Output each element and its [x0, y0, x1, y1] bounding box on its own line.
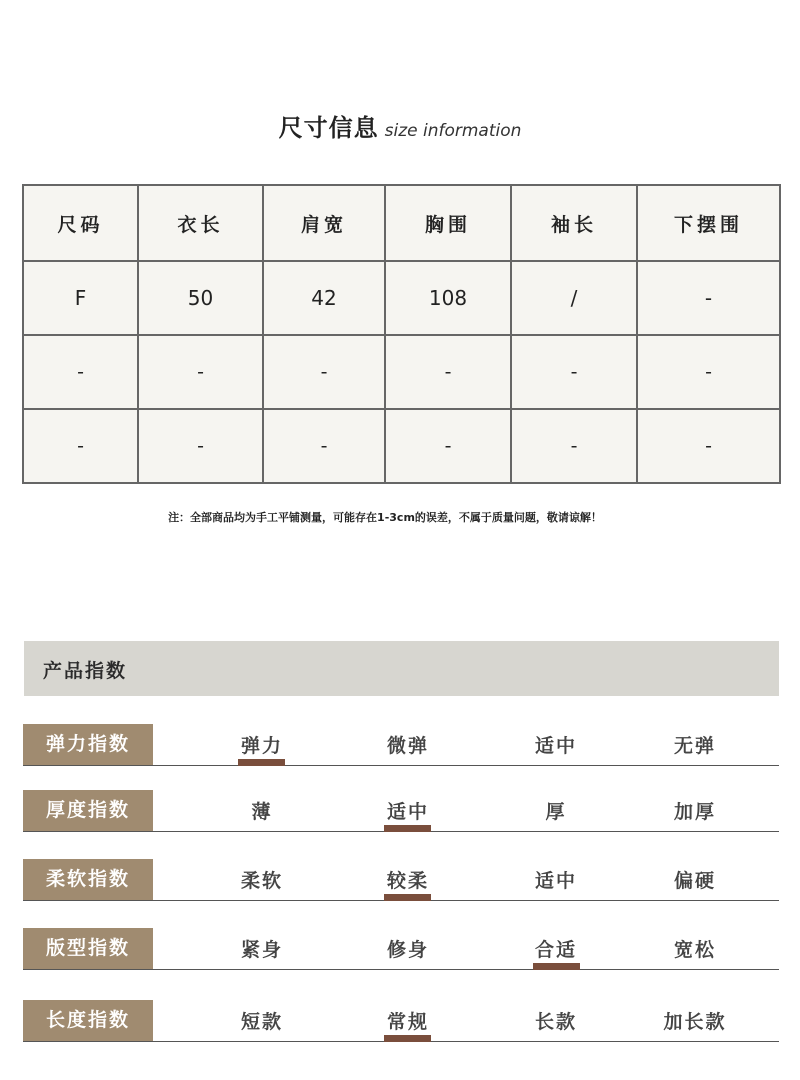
index-option: 宽松: [673, 939, 716, 961]
selected-marker: [533, 963, 580, 970]
index-option: 柔软: [240, 870, 283, 892]
index-option: 加长款: [663, 1011, 727, 1033]
index-option: 长款: [534, 1011, 577, 1033]
index-option: 厚: [545, 801, 567, 823]
table-cell: -: [637, 261, 780, 335]
index-option: 薄: [251, 801, 273, 823]
selected-marker: [238, 759, 285, 766]
table-cell: -: [23, 335, 138, 409]
index-option: 合适: [534, 939, 577, 961]
table-cell: F: [23, 261, 138, 335]
table-cell: 42: [263, 261, 385, 335]
index-label: 柔软指数: [23, 859, 153, 900]
row-divider: [23, 765, 779, 766]
page-title: [0, 108, 800, 143]
product-index-header: [24, 641, 779, 696]
index-option: 修身: [386, 939, 429, 961]
table-row: [23, 261, 780, 335]
table-header-row: [23, 185, 780, 261]
selected-marker: [384, 1035, 431, 1042]
measurement-note: 注：全部商品均为手工平铺测量，可能存在1-3cm的误差，不属于质量问题，敬请谅解！: [168, 511, 602, 524]
selected-marker: [384, 825, 431, 832]
table-header-cell: 胸围: [385, 185, 511, 261]
index-label: 弹力指数: [23, 724, 153, 765]
index-option: 加厚: [673, 801, 716, 823]
index-row-softness: [23, 859, 779, 901]
table-cell: -: [511, 409, 637, 483]
index-option: 较柔: [386, 870, 429, 892]
title-chinese: 尺寸信息: [278, 114, 379, 142]
table-cell: -: [23, 409, 138, 483]
index-option: 常规: [386, 1011, 429, 1033]
index-option: 紧身: [240, 939, 283, 961]
index-row-elasticity: [23, 724, 779, 766]
table-row: [23, 409, 780, 483]
index-option: 适中: [534, 870, 577, 892]
index-option: 无弹: [673, 735, 716, 757]
index-label: 厚度指数: [23, 790, 153, 831]
table-cell: -: [263, 335, 385, 409]
table-header-cell: 下摆围: [637, 185, 780, 261]
product-index-title: 产品指数: [43, 660, 128, 682]
table-row: [23, 335, 780, 409]
index-label: 版型指数: [23, 928, 153, 969]
table-cell: -: [138, 335, 263, 409]
selected-marker: [384, 894, 431, 901]
table-cell: -: [637, 335, 780, 409]
title-english: size information: [384, 121, 522, 141]
index-row-thickness: [23, 790, 779, 832]
index-option: 弹力: [240, 735, 283, 757]
index-row-length: [23, 1000, 779, 1042]
table-cell: -: [138, 409, 263, 483]
table-cell: -: [263, 409, 385, 483]
index-label: 长度指数: [23, 1000, 153, 1041]
row-divider: [23, 969, 779, 970]
index-option: 短款: [240, 1011, 283, 1033]
index-option: 适中: [386, 801, 429, 823]
table-cell: 108: [385, 261, 511, 335]
table-cell: -: [385, 335, 511, 409]
table-header-cell: 尺码: [23, 185, 138, 261]
table-header-cell: 肩宽: [263, 185, 385, 261]
index-option: 偏硬: [673, 870, 716, 892]
table-header-cell: 衣长: [138, 185, 263, 261]
table-cell: 50: [138, 261, 263, 335]
size-table: [22, 184, 781, 484]
index-option: 微弹: [386, 735, 429, 757]
table-header-cell: 袖长: [511, 185, 637, 261]
table-cell: -: [637, 409, 780, 483]
table-cell: /: [511, 261, 637, 335]
index-row-fit: [23, 928, 779, 970]
table-cell: -: [511, 335, 637, 409]
index-option: 适中: [534, 735, 577, 757]
table-cell: -: [385, 409, 511, 483]
